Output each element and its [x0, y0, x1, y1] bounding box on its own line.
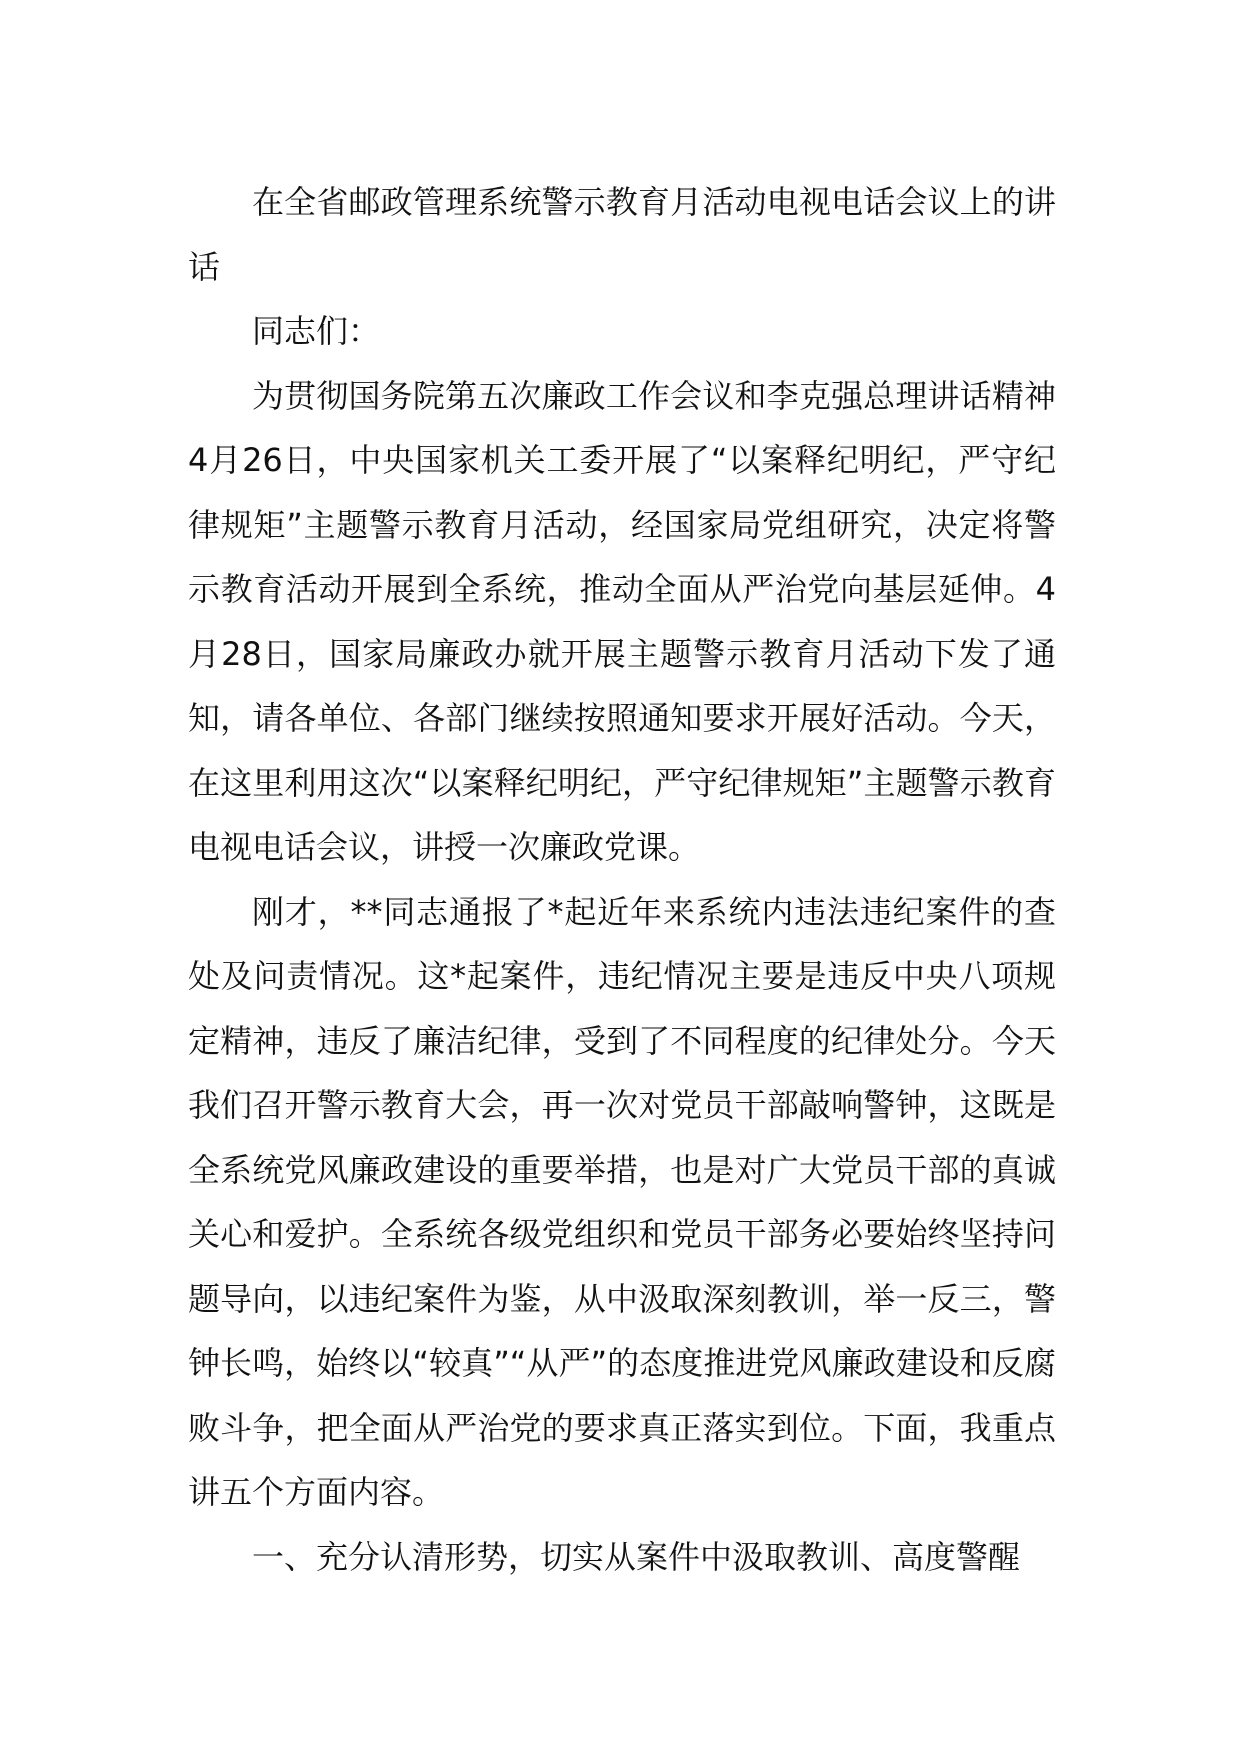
document-title: 在全省邮政管理系统警示教育月活动电视电话会议上的讲话 [188, 183, 1056, 286]
document-body [188, 170, 1056, 1589]
paragraph-1: 为贯彻国务院第五次廉政工作会议和李克强总理讲话精神4月26日，中央国家机关工委开展了“以案释纪明纪，严守纪律规矩”主题警示教育月活动，经国家局党组研究，决定将警示教育活动开展到全系统，推动全面从严治党向基层延伸。4月28日，国家局廉政办就开展主题警示教育月活动下发了通知，请各单位、各部门继续按照通知要求开展好活动。今天，在这里利用这次“以案释纪明纪，严守纪律规矩”主题警示教育电视电话会议，讲授一次廉政党课。 [188, 376, 1056, 866]
paragraph-2: 刚才，**同志通报了*起近年来系统内违法违纪案件的查处及问责情况。这*起案件，违纪情况主要是违反中央八项规定精神，违反了廉洁纪律，受到了不同程度的纪律处分。今天我们召开警示教育大会，再一次对党员干部敲响警钟，这既是全系统党风廉政建设的重要举措，也是对广大党员干部的真诚关心和爱护。全系统各级党组织和党员干部务必要始终坚持问题导向，以违纪案件为鉴，从中汲取深刻教训，举一反三，警钟长鸣，始终以“较真”“从严”的态度推进党风廉政建设和反腐败斗争，把全面从严治党的要求真正落实到位。下面，我重点讲五个方面内容。 [188, 892, 1056, 1511]
section-heading: 一、充分认清形势，切实从案件中汲取教训、高度警醒 [252, 1537, 1021, 1576]
salutation: 同志们： [252, 312, 381, 350]
